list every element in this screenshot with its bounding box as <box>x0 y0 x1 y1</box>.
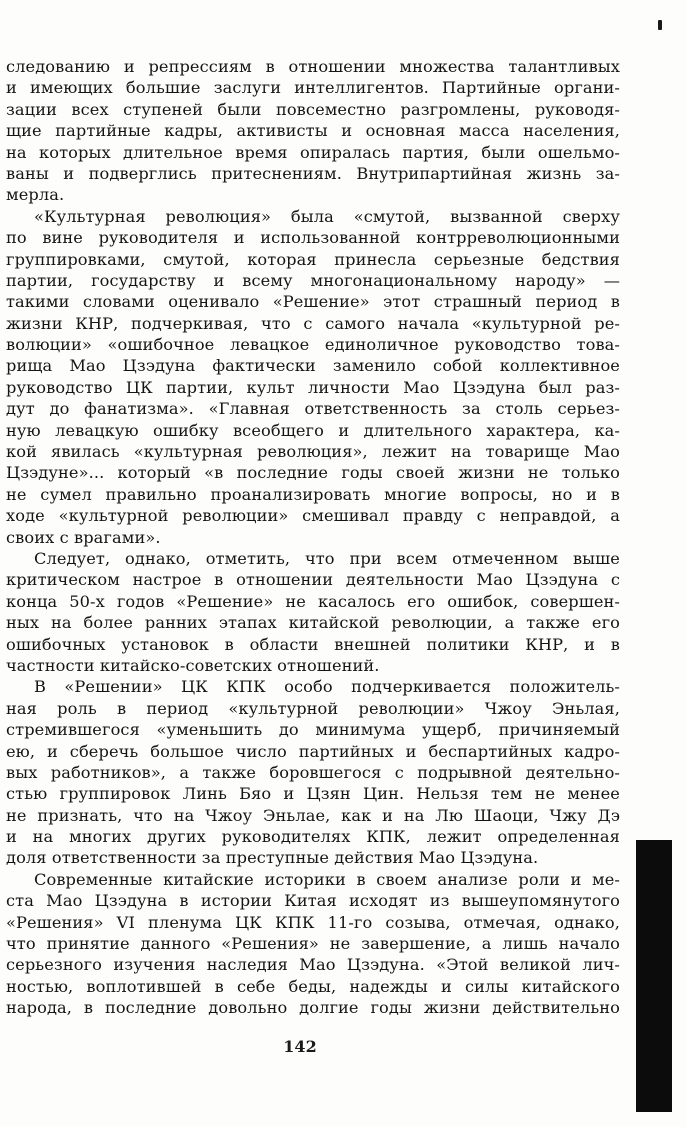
text-line: конца 50-х годов «Решение» не касалось его ошибок, совершен- <box>6 591 620 611</box>
text-line: «Решения» VI пленума ЦК КПК 11-го созыва, отмечая, однако, <box>6 912 620 932</box>
text-line: кой явилась «культурная революция», лежит на товарище Мао <box>6 442 620 462</box>
text-line: по вине руководителя и использованной контрреволюционными <box>6 228 620 248</box>
text-line: частности китайско-советских отношений. <box>6 655 380 675</box>
text-line: ная роль в период «культурной революции» Чжоу Эньлая, <box>6 698 620 718</box>
text-line: партии, государству и всему многонациональному народу» — <box>6 270 620 290</box>
text-line: ную левацкую ошибку всеобщего и длительного характера, ка- <box>6 420 620 440</box>
text-line: ста Мао Цзэдуна в истории Китая исходят из вышеупомянутого <box>6 891 620 911</box>
text-line: В «Решении» ЦК КПК особо подчеркивается положитель- <box>34 677 620 697</box>
text-line: зации всех ступеней были повсеместно разгромлены, руководя- <box>6 99 620 119</box>
text-line: мерла. <box>6 185 65 205</box>
text-line: и имеющих большие заслуги интеллигентов. Партийные органи- <box>6 78 620 98</box>
text-line: группировками, смутой, которая принесла серьезные бедствия <box>6 249 620 269</box>
body-text <box>6 56 620 1019</box>
print-speck <box>658 20 662 30</box>
text-line: ею, и сберечь большое число партийных и беспартийных кадро- <box>6 741 620 761</box>
text-line: не признать, что на Чжоу Эньлае, как и на Лю Шаоци, Чжу Дэ <box>6 805 620 825</box>
text-line: ных на более ранних этапах китайской революции, а также его <box>6 613 620 633</box>
text-line: серьезного изучения наследия Мао Цзэдуна. «Этой великой лич- <box>6 955 620 975</box>
text-line: «Культурная революция» была «смутой, вызванной сверху <box>34 206 620 226</box>
text-line: жизни КНР, подчеркивая, что с самого начала «культурной ре- <box>6 313 620 333</box>
text-line: ностью, воплотившей в себе беды, надежды и силы китайского <box>6 976 620 996</box>
page-number: 142 <box>283 1037 317 1056</box>
text-line: на которых длительное время опиралась партия, были ошельмо- <box>6 142 620 162</box>
text-line: ходе «культурной революции» смешивал правду с неправдой, а <box>6 506 620 526</box>
text-line: не сумел правильно проанализировать многие вопросы, но и в <box>6 484 620 504</box>
text-line: руководство ЦК партии, культ личности Мао Цзэдуна был раз- <box>6 377 620 397</box>
text-line: критическом настрое в отношении деятельности Мао Цзэдуна с <box>6 570 620 590</box>
text-line: стремившегося «уменьшить до минимума ущерб, причиняемый <box>6 720 620 740</box>
text-line: волюции» «ошибочное левацкое единоличное руководство това- <box>6 335 620 355</box>
text-line: своих с врагами». <box>6 527 161 547</box>
text-line: и на многих других руководителях КПК, лежит определенная <box>6 827 620 847</box>
scan-edge-shadow <box>636 840 672 1112</box>
text-line: такими словами оценивало «Решение» этот страшный период в <box>6 292 620 312</box>
text-line: дут до фанатизма». «Главная ответственность за столь серьез- <box>6 399 620 419</box>
text-line: что принятие данного «Решения» не завершение, а лишь начало <box>6 934 620 954</box>
text-line: доля ответственности за преступные действия Мао Цзэдуна. <box>6 848 539 868</box>
text-line: щие партийные кадры, активисты и основная масса населения, <box>6 121 620 141</box>
text-line: рища Мао Цзэдуна фактически заменило собой коллективное <box>6 356 620 376</box>
text-line: ошибочных установок в области внешней политики КНР, и в <box>6 634 620 654</box>
text-line: Цзэдуне»... который «в последние годы своей жизни не только <box>6 463 620 483</box>
text-line: ваны и подверглись притеснениям. Внутрипартийная жизнь за- <box>6 163 620 183</box>
text-line: следованию и репрессиям в отношении множества талантливых <box>6 57 620 76</box>
text-line: вых работников», а также боровшегося с подрывной деятельно- <box>6 762 620 782</box>
text-line: Следует, однако, отметить, что при всем отмеченном выше <box>34 548 620 568</box>
text-line: Современные китайские историки в своем анализе роли и ме- <box>34 869 620 889</box>
text-line: стью группировок Линь Бяо и Цзян Цин. Нельзя тем не менее <box>6 784 620 804</box>
text-line: народа, в последние довольно долгие годы жизни действительно <box>6 998 620 1018</box>
